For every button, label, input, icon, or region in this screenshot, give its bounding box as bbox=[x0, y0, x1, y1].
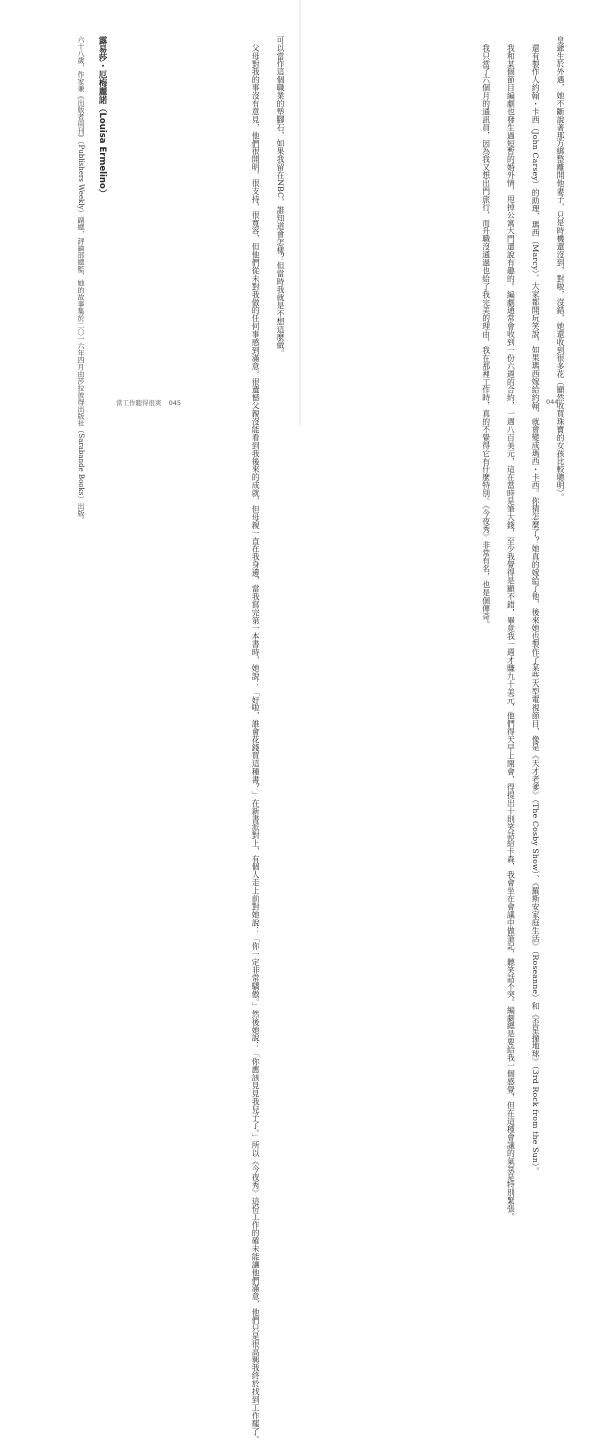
paragraph-gap bbox=[261, 36, 273, 366]
paragraph-gap bbox=[516, 36, 528, 366]
paragraph: 還有製作人約翰・卡西（John Carsey）的助理，瑪西（Marcy）。大家都開玩笑說，如果瑪西嫁給約翰，就會變成瑪西・卡西。你猜怎麼了？她真的嫁給了他，後來她也製作了某些大型電視節目，像是《天才老爹》（The Cosby Show）、《羅斯安家庭生活》（Roseanne）和《歪星撞地球》（3rd Rock from the Sun）。 bbox=[531, 43, 541, 1175]
bio-text: 六十八歲，作家兼《出版者周刊》（Publishers Weekly）副總，評論部總監，她的故事集於二〇一六年四月由莎拉彼得出版社（Sarabande Books）出版。 bbox=[77, 36, 85, 524]
paragraph: 皇爺生於外遇，她不斷說著那方綁整離開他妻子，只是時機還沒到，對啦，沒錯，她還收到很多花（顯然收買珠寶的女孩比較聰明）。 bbox=[556, 36, 565, 502]
running-title: 當工作聽得很爽 bbox=[116, 399, 162, 407]
bio-name: 露易莎・厄梅麗諾（Louisa Ermelino） bbox=[97, 36, 107, 198]
left-page-footer bbox=[116, 398, 181, 407]
right-page-footer bbox=[546, 398, 558, 406]
page-number: 045 bbox=[168, 399, 181, 407]
paragraph-gap bbox=[492, 36, 504, 366]
paragraph-gap bbox=[541, 36, 553, 366]
paragraph: 父母對我的事沒有意見，他們很開明，很支持，很寬容，但他們從未對我做的任何事感到滿意。很遺憾父親沒能看到我後來的成就，但母親一直在我身邊，當我寫完第一本書時，她說：「好啦，誰會花錢買這種書？」在新書派對上，有個人走上前對她說：「你一定非常驕傲。」然後她說：「你應該見見我兒子了。」所以《今夜秀》這份工作的確未能讓他們滿意，他們只是很高興我終於找到工作罷了。 bbox=[251, 43, 261, 1443]
bio-description bbox=[40, 36, 86, 524]
paragraph: 可以當作這個職業的墊腳石，如果我留在NBC，誰知道會怎樣？但當時我就是不想這麼做。 bbox=[276, 36, 285, 358]
paragraph: 我和某個節目編劇也發生過短暫的婚外情，甩掉公寓大門還說有趣的。編劇通常會收到一份六週的合約，一週八百美元，這在當時是筆大錢，至少我覺得是顯不錯，畢竟我一週才賺九十美元，他們得天早上開會，得提出十則笑話給卡森，我會坐在會議中做筆記，聽笑話不突。編劇總是要給我一個感覺，但在這種會議的氣氛是特別緊張。 bbox=[506, 43, 516, 1221]
book-gutter bbox=[299, 0, 301, 425]
page-number: 044 bbox=[546, 398, 559, 406]
paragraph: 我只當了六個月的通訊員，因為我又想出門旅行，而升職沒通過也給了我完美的理由，我在那裡工作時，真的不覺得它有什麼特別。《今夜秀》非常有名，也是個傳奇。 bbox=[481, 43, 491, 629]
